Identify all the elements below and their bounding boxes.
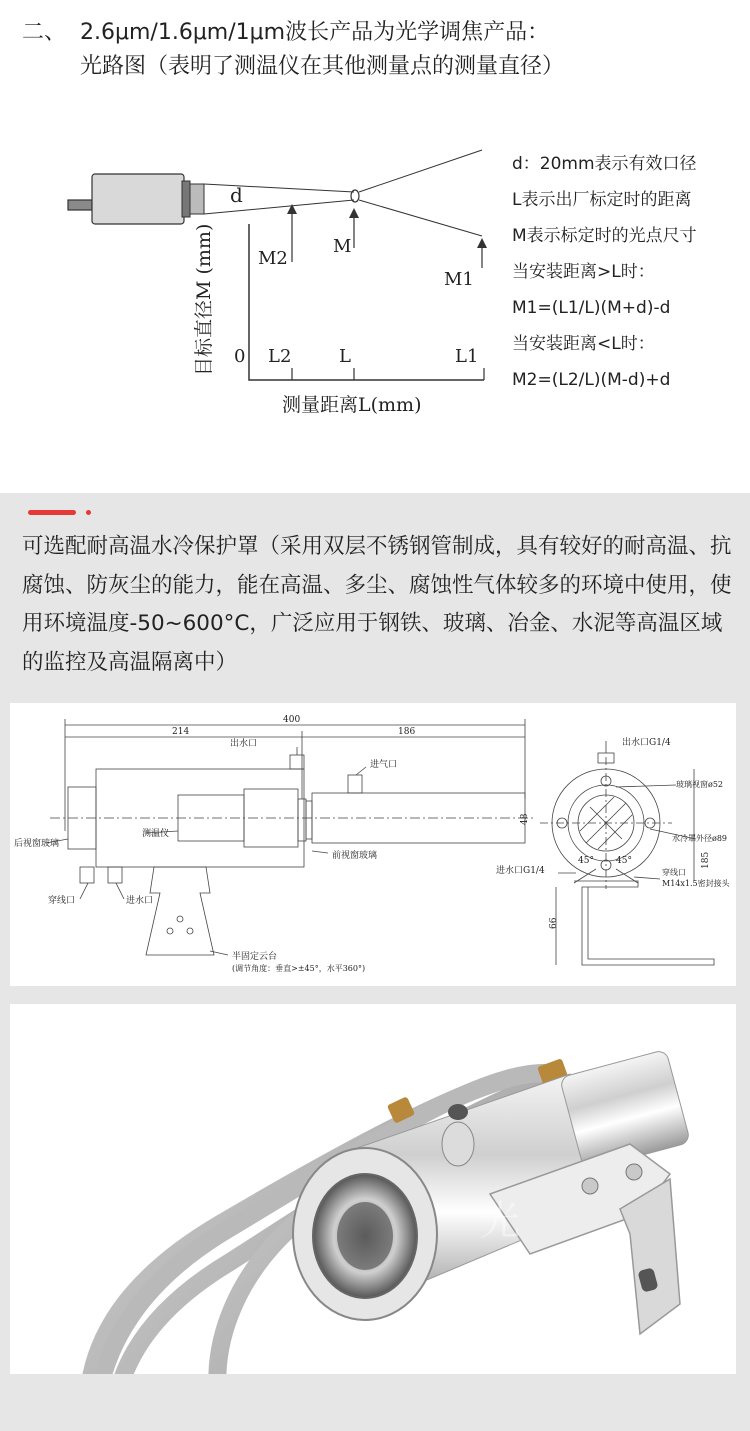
technical-drawing <box>10 703 736 986</box>
x-axis-label: 测量距离L(mm) <box>282 394 422 416</box>
rear-window-label: 后视窗玻璃 <box>14 839 60 849</box>
sensor-body <box>92 174 184 224</box>
angle-right: 45° <box>616 856 632 866</box>
air-in-label: 进气口 <box>370 760 398 770</box>
dim-left: 214 <box>172 727 190 737</box>
accent-dot <box>86 510 91 515</box>
label-m1: M1 <box>444 269 474 290</box>
water-in-label: 进水口 <box>126 896 154 906</box>
dim-66: 66 <box>549 917 559 929</box>
cable-port-r-label: 穿线口 <box>662 868 686 877</box>
water-out-g-label: 出水口G1/4 <box>622 738 671 748</box>
product-photo <box>10 1004 736 1374</box>
note-line: 当安装距离<L时： <box>512 334 655 354</box>
dim-185: 185 <box>701 851 711 869</box>
front-window-label: 前视窗玻璃 <box>332 851 378 861</box>
label-l1: L1 <box>455 346 479 367</box>
photo-watermark: 光 <box>480 1198 520 1244</box>
cable-port-label: 穿线口 <box>48 896 76 906</box>
mount-label: 半固定云台 <box>232 952 278 962</box>
water-in-g-label: 进水口G1/4 <box>496 866 545 876</box>
accent-bar <box>28 510 76 515</box>
note-line: M2=(L2/L)(M-d)+d <box>512 370 671 390</box>
dim-right: 186 <box>398 727 416 737</box>
arrow-m1 <box>477 238 487 268</box>
note-line: 当安装距离>L时： <box>512 262 655 282</box>
light-beam-in <box>204 184 354 214</box>
label-l: L <box>339 346 351 367</box>
y-axis-label: 目标直径M (mm) <box>193 223 215 376</box>
thermometer-label: 测温仪 <box>142 829 170 839</box>
mount-note: (调节角度：垂直>±45°，水平360°) <box>232 964 366 973</box>
label-m2: M2 <box>258 248 288 269</box>
technical-drawing-card <box>10 703 736 986</box>
label-l2: L2 <box>268 346 292 367</box>
accessory-description: 可选配耐高温水冷保护罩（采用双层不锈钢管制成，具有较好的耐高温、抗腐蚀、防灰尘的能力，能在高温、多尘、腐蚀性气体较多的环境中使用，使用环境温度-50~600°C，广泛应用于钢铁、玻璃、冶金、水泥等高温区域的监控及高温隔离中） <box>22 534 732 675</box>
label-m: M <box>333 236 352 257</box>
label-d: d <box>230 183 243 207</box>
section-heading <box>22 16 564 84</box>
axis-ticks <box>292 368 484 380</box>
heading-line-2: 光路图（表明了测温仪在其他测量点的测量直径） <box>80 54 565 79</box>
light-beam-out <box>359 150 482 236</box>
section-number: 二、 <box>22 20 67 45</box>
sensor-collar <box>182 181 190 217</box>
focus-point <box>351 190 359 202</box>
note-line: d：20mm表示有效口径 <box>512 154 697 174</box>
thread-note-label: M14x1.5密封接头 <box>662 879 730 888</box>
heading-line-1: 2.6μm/1.6μm/1μm波长产品为光学调焦产品： <box>80 20 550 45</box>
dim-total: 400 <box>283 715 301 725</box>
note-line: M1=(L1/L)(M+d)-d <box>512 298 671 318</box>
formula-notes <box>512 146 697 398</box>
glass-window-label: 玻璃视窗ø52 <box>676 780 723 789</box>
label-zero: 0 <box>234 346 246 367</box>
dim-48: 48 <box>520 813 530 825</box>
arrow-m2 <box>287 204 297 262</box>
note-line: M表示标定时的光点尺寸 <box>512 226 697 246</box>
sensor-lens-ring <box>190 184 204 214</box>
water-out-label: 出水口 <box>230 739 258 749</box>
cooling-outer-label: 水冷罩外径ø89 <box>672 834 727 843</box>
sensor-rear-stub <box>68 200 92 210</box>
note-line: L表示出厂标定时的距离 <box>512 190 692 210</box>
angle-left: 45° <box>578 856 594 866</box>
product-photo-card <box>10 1004 736 1374</box>
